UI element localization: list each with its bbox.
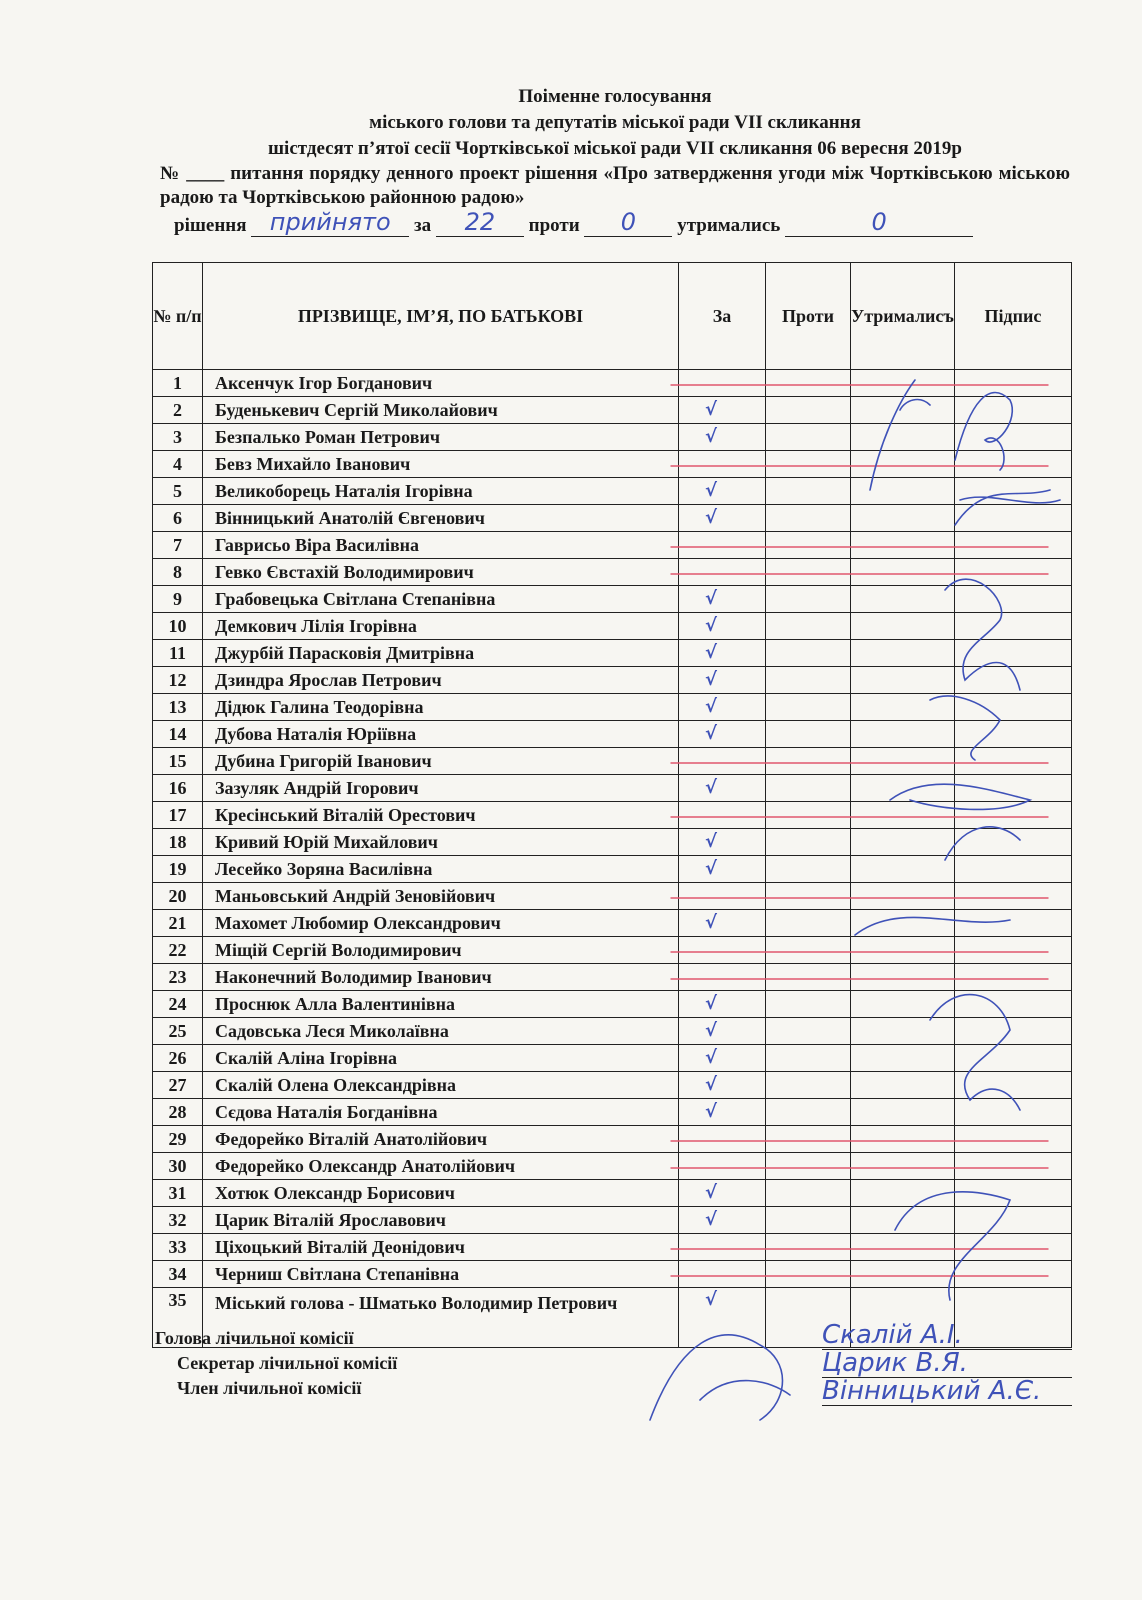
signature-cell (954, 370, 1071, 397)
vote-for-mark (679, 802, 766, 829)
vote-against-cell (766, 586, 851, 613)
signature-cell (954, 451, 1071, 478)
secretary-name: Царик В.Я. (822, 1350, 1072, 1378)
row-number: 27 (153, 1072, 203, 1099)
vote-for-mark: √ (679, 991, 766, 1018)
header-abstained: Утрималисъ (851, 263, 955, 370)
vote-for-mark: √ (679, 1099, 766, 1126)
table-body (153, 370, 1072, 1348)
vote-abstained-cell (851, 1234, 955, 1261)
row-number: 16 (153, 775, 203, 802)
vote-against-cell (766, 667, 851, 694)
vote-abstained-cell (851, 1126, 955, 1153)
abstained-value: 0 (871, 208, 887, 236)
signature-cell (954, 721, 1071, 748)
decision-value: прийнято (269, 208, 391, 236)
vote-against-cell (766, 991, 851, 1018)
vote-against-cell (766, 775, 851, 802)
row-number: 3 (153, 424, 203, 451)
table-row (153, 775, 1072, 802)
table-row (153, 1018, 1072, 1045)
header-against: Проти (766, 263, 851, 370)
vote-against-cell (766, 1180, 851, 1207)
row-number: 21 (153, 910, 203, 937)
abstained-label: утримались (677, 215, 781, 236)
row-number: 30 (153, 1153, 203, 1180)
member-label: Член лічильної комісії (177, 1378, 362, 1398)
vote-against-cell (766, 640, 851, 667)
member-name: Вінницький А.Є. (822, 1378, 1072, 1406)
table-row (153, 1126, 1072, 1153)
vote-abstained-cell (851, 451, 955, 478)
signature-cell (954, 1126, 1071, 1153)
vote-for-mark (679, 883, 766, 910)
header-for: За (679, 263, 766, 370)
deputy-name: Міщій Сергій Володимирович (203, 937, 679, 964)
deputy-name: Бевз Михайло Іванович (203, 451, 679, 478)
deputy-name: Дідюк Галина Теодорівна (203, 694, 679, 721)
table-row (153, 640, 1072, 667)
vote-against-cell (766, 802, 851, 829)
vote-for-mark (679, 748, 766, 775)
table-row (153, 505, 1072, 532)
table-row (153, 991, 1072, 1018)
signature-cell (954, 640, 1071, 667)
row-number: 15 (153, 748, 203, 775)
agenda-question: № ____ питання порядку денного проект рішення «Про затвердження угоди між Чортківською міською радою та Чортківською районною радою» (160, 163, 1070, 208)
chair-label: Голова лічильної комісії (155, 1328, 354, 1348)
row-number: 22 (153, 937, 203, 964)
deputy-name: Гевко Євстахій Володимирович (203, 559, 679, 586)
vote-abstained-cell (851, 1099, 955, 1126)
vote-abstained-cell (851, 1072, 955, 1099)
vote-against-cell (766, 613, 851, 640)
vote-abstained-cell (851, 748, 955, 775)
table-row (153, 1234, 1072, 1261)
vote-against-cell (766, 1234, 851, 1261)
signature-cell (954, 1180, 1071, 1207)
table-row (153, 1180, 1072, 1207)
row-number: 17 (153, 802, 203, 829)
vote-for-mark: √ (679, 424, 766, 451)
row-number: 24 (153, 991, 203, 1018)
vote-for-mark: √ (679, 478, 766, 505)
row-number: 14 (153, 721, 203, 748)
signature-cell (954, 856, 1071, 883)
signature-cell (954, 964, 1071, 991)
signature-cell (954, 694, 1071, 721)
table-row (153, 1153, 1072, 1180)
table-row (153, 397, 1072, 424)
vote-abstained-cell (851, 802, 955, 829)
vote-summary (174, 208, 973, 237)
vote-for-mark: √ (679, 694, 766, 721)
row-number: 26 (153, 1045, 203, 1072)
chair-name: Скалій А.І. (822, 1322, 1072, 1350)
vote-against-cell (766, 478, 851, 505)
vote-for-mark (679, 1153, 766, 1180)
row-number: 2 (153, 397, 203, 424)
row-number: 12 (153, 667, 203, 694)
vote-against-cell (766, 424, 851, 451)
vote-against-cell (766, 532, 851, 559)
signature-cell (954, 559, 1071, 586)
signature-cell (954, 937, 1071, 964)
vote-abstained-cell (851, 640, 955, 667)
table-row (153, 910, 1072, 937)
vote-abstained-cell (851, 775, 955, 802)
vote-for-mark (679, 1261, 766, 1288)
signature-cell (954, 1099, 1071, 1126)
session-line: шістдесят п’ятої сесії Чортківської міської ради VII скликання 06 вересня 2019р (268, 138, 962, 159)
signature-cell (954, 1234, 1071, 1261)
vote-for-mark: √ (679, 613, 766, 640)
row-number: 34 (153, 1261, 203, 1288)
deputy-name: Джурбій Парасковія Дмитрівна (203, 640, 679, 667)
vote-for-mark: √ (679, 640, 766, 667)
vote-abstained-cell (851, 370, 955, 397)
row-number: 7 (153, 532, 203, 559)
deputy-name: Царик Віталій Ярославович (203, 1207, 679, 1234)
secretary-label: Секретар лічильної комісії (177, 1353, 398, 1373)
signature-cell (954, 991, 1071, 1018)
vote-against-cell (766, 1261, 851, 1288)
against-field (584, 208, 672, 237)
deputy-name: Кресінський Віталій Орестович (203, 802, 679, 829)
vote-abstained-cell (851, 937, 955, 964)
deputy-name: Буденькевич Сергій Миколайович (203, 397, 679, 424)
table-row (153, 451, 1072, 478)
vote-abstained-cell (851, 1045, 955, 1072)
vote-abstained-cell (851, 559, 955, 586)
vote-against-cell (766, 451, 851, 478)
table-row (153, 424, 1072, 451)
signature-cell (954, 1207, 1071, 1234)
vote-for-mark (679, 1234, 766, 1261)
deputy-name: Наконечний Володимир Іванович (203, 964, 679, 991)
table-row (153, 1072, 1072, 1099)
vote-for-mark: √ (679, 1018, 766, 1045)
vote-abstained-cell (851, 829, 955, 856)
vote-for-mark: √ (679, 586, 766, 613)
deputy-name: Аксенчук Ігор Богданович (203, 370, 679, 397)
signature-cell (954, 802, 1071, 829)
deputy-name: Зазуляк Андрій Ігорович (203, 775, 679, 802)
signature-cell (954, 667, 1071, 694)
row-number: 8 (153, 559, 203, 586)
table-row (153, 1045, 1072, 1072)
document-subtitle: міського голови та депутатів міської ради VII скликання (369, 112, 861, 133)
row-number: 20 (153, 883, 203, 910)
vote-abstained-cell (851, 1207, 955, 1234)
vote-for-mark: √ (679, 1072, 766, 1099)
table-row (153, 964, 1072, 991)
deputy-name: Дубова Наталія Юріївна (203, 721, 679, 748)
document-title: Поіменне голосування (518, 86, 712, 107)
vote-against-cell (766, 721, 851, 748)
vote-against-cell (766, 829, 851, 856)
vote-abstained-cell (851, 532, 955, 559)
signature-cell (954, 775, 1071, 802)
vote-for-mark: √ (679, 397, 766, 424)
signature-cell (954, 586, 1071, 613)
vote-against-cell (766, 1018, 851, 1045)
row-number: 32 (153, 1207, 203, 1234)
deputy-name: Проснюк Алла Валентинівна (203, 991, 679, 1018)
signature-cell (954, 910, 1071, 937)
signature-cell (954, 1153, 1071, 1180)
row-number: 10 (153, 613, 203, 640)
row-number: 35 (153, 1288, 203, 1348)
vote-abstained-cell (851, 721, 955, 748)
deputy-name: Черниш Світлана Степанівна (203, 1261, 679, 1288)
against-value: 0 (620, 208, 637, 236)
vote-for-mark: √ (679, 721, 766, 748)
table-row (153, 532, 1072, 559)
vote-against-cell (766, 937, 851, 964)
table-row (153, 613, 1072, 640)
vote-against-cell (766, 883, 851, 910)
vote-against-cell (766, 397, 851, 424)
abstained-field (785, 208, 973, 237)
row-number: 1 (153, 370, 203, 397)
signature-cell (954, 883, 1071, 910)
vote-abstained-cell (851, 478, 955, 505)
vote-against-cell (766, 1072, 851, 1099)
vote-against-cell (766, 1126, 851, 1153)
row-number: 25 (153, 1018, 203, 1045)
vote-against-cell (766, 505, 851, 532)
for-label: за (414, 215, 432, 236)
deputy-name: Кривий Юрій Михайлович (203, 829, 679, 856)
deputy-name: Хотюк Олександр Борисович (203, 1180, 679, 1207)
signature-cell (954, 1072, 1071, 1099)
signature-cell (954, 1018, 1071, 1045)
table-row (153, 478, 1072, 505)
vote-abstained-cell (851, 694, 955, 721)
table-row (153, 748, 1072, 775)
vote-for-mark: √ (679, 667, 766, 694)
vote-against-cell (766, 856, 851, 883)
deputy-name: Безпалько Роман Петрович (203, 424, 679, 451)
signature-cell (954, 478, 1071, 505)
vote-for-mark (679, 559, 766, 586)
deputy-name: Грабовецька Світлана Степанівна (203, 586, 679, 613)
vote-abstained-cell (851, 964, 955, 991)
vote-for-mark: √ (679, 829, 766, 856)
table-row (153, 559, 1072, 586)
vote-against-cell (766, 1207, 851, 1234)
row-number: 28 (153, 1099, 203, 1126)
vote-abstained-cell (851, 883, 955, 910)
vote-for-mark (679, 451, 766, 478)
deputy-name: Федорейко Олександр Анатолійович (203, 1153, 679, 1180)
vote-against-cell (766, 964, 851, 991)
deputy-name: Скалій Аліна Ігорівна (203, 1045, 679, 1072)
table-row (153, 586, 1072, 613)
vote-against-cell (766, 1045, 851, 1072)
deputy-name: Маньовський Андрій Зеновійович (203, 883, 679, 910)
deputy-name: Демкович Лілія Ігорівна (203, 613, 679, 640)
header-num: № п/п (153, 263, 203, 370)
counting-commission (155, 1326, 397, 1401)
for-value: 22 (464, 208, 496, 236)
deputy-name: Міський голова - Шматько Володимир Петрович (203, 1288, 679, 1348)
vote-against-cell (766, 748, 851, 775)
vote-abstained-cell (851, 613, 955, 640)
signature-cell (954, 748, 1071, 775)
deputy-name: Сєдова Наталія Богданівна (203, 1099, 679, 1126)
vote-abstained-cell (851, 910, 955, 937)
vote-for-mark: √ (679, 775, 766, 802)
table-row (153, 802, 1072, 829)
vote-abstained-cell (851, 667, 955, 694)
header-signature: Підпис (954, 263, 1071, 370)
vote-against-cell (766, 1099, 851, 1126)
for-field (436, 208, 524, 237)
signature-cell (954, 424, 1071, 451)
vote-against-cell (766, 559, 851, 586)
vote-against-cell (766, 910, 851, 937)
table-header-row (153, 263, 1072, 370)
signature-cell (954, 505, 1071, 532)
table-row (153, 694, 1072, 721)
table-row (153, 856, 1072, 883)
deputy-name: Вінницький Анатолій Євгенович (203, 505, 679, 532)
vote-for-mark: √ (679, 1288, 766, 1348)
table-row (153, 883, 1072, 910)
vote-against-cell (766, 1153, 851, 1180)
signature-cell (954, 532, 1071, 559)
vote-for-mark: √ (679, 910, 766, 937)
row-number: 33 (153, 1234, 203, 1261)
vote-for-mark (679, 532, 766, 559)
roll-call-table (152, 262, 1072, 1348)
row-number: 23 (153, 964, 203, 991)
vote-for-mark (679, 937, 766, 964)
row-number: 29 (153, 1126, 203, 1153)
table-row (153, 667, 1072, 694)
vote-abstained-cell (851, 991, 955, 1018)
vote-for-mark: √ (679, 1180, 766, 1207)
row-number: 11 (153, 640, 203, 667)
deputy-name: Ціхоцький Віталій Деонідович (203, 1234, 679, 1261)
deputy-name: Дзиндра Ярослав Петрович (203, 667, 679, 694)
vote-against-cell (766, 694, 851, 721)
header-name: ПРІЗВИЩЕ, ІМ’Я, ПО БАТЬКОВІ (203, 263, 679, 370)
vote-abstained-cell (851, 397, 955, 424)
vote-abstained-cell (851, 424, 955, 451)
signature-cell (954, 1045, 1071, 1072)
table-row (153, 1207, 1072, 1234)
against-label: проти (528, 215, 580, 236)
decision-label: рішення (174, 215, 247, 236)
row-number: 31 (153, 1180, 203, 1207)
vote-abstained-cell (851, 1018, 955, 1045)
deputy-name: Дубина Григорій Іванович (203, 748, 679, 775)
vote-for-mark (679, 964, 766, 991)
table-row (153, 370, 1072, 397)
row-number: 5 (153, 478, 203, 505)
row-number: 6 (153, 505, 203, 532)
signature-cell (954, 397, 1071, 424)
table-row (153, 1099, 1072, 1126)
row-number: 9 (153, 586, 203, 613)
vote-for-mark: √ (679, 1045, 766, 1072)
vote-abstained-cell (851, 1180, 955, 1207)
signature-cell (954, 1261, 1071, 1288)
signature-cell (954, 829, 1071, 856)
deputy-name: Скалій Олена Олександрівна (203, 1072, 679, 1099)
row-number: 4 (153, 451, 203, 478)
table-row (153, 721, 1072, 748)
vote-abstained-cell (851, 856, 955, 883)
deputy-name: Великоборець Наталія Ігорівна (203, 478, 679, 505)
vote-abstained-cell (851, 1153, 955, 1180)
row-number: 13 (153, 694, 203, 721)
vote-abstained-cell (851, 505, 955, 532)
vote-against-cell (766, 370, 851, 397)
deputy-name: Лесейко Зоряна Василівна (203, 856, 679, 883)
vote-abstained-cell (851, 586, 955, 613)
commission-names (822, 1322, 1072, 1406)
vote-for-mark (679, 1126, 766, 1153)
deputy-name: Садовська Леся Миколаївна (203, 1018, 679, 1045)
deputy-name: Гаврисьо Віра Василівна (203, 532, 679, 559)
table-row (153, 937, 1072, 964)
row-number: 18 (153, 829, 203, 856)
table-row (153, 829, 1072, 856)
deputy-name: Махомет Любомир Олександрович (203, 910, 679, 937)
table-row (153, 1261, 1072, 1288)
vote-for-mark: √ (679, 505, 766, 532)
decision-field (251, 208, 409, 237)
vote-for-mark: √ (679, 856, 766, 883)
vote-abstained-cell (851, 1261, 955, 1288)
signature-cell (954, 613, 1071, 640)
vote-for-mark: √ (679, 1207, 766, 1234)
document-header (160, 84, 1070, 210)
vote-for-mark (679, 370, 766, 397)
deputy-name: Федорейко Віталій Анатолійович (203, 1126, 679, 1153)
row-number: 19 (153, 856, 203, 883)
